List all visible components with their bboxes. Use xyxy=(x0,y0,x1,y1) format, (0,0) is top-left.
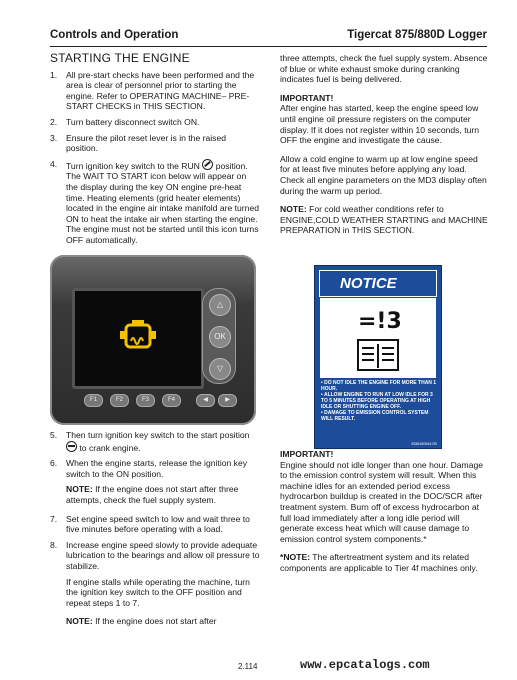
important-text-1: After engine has started, keep the engine speed low until engine oil pressure registers on the computer display. If it does not register within 10 seconds, turn OFF the engine and investigate the cause. xyxy=(280,103,480,146)
step-4: 4. Turn ignition key switch to the RUN position. The WAIT TO START icon below will appear on the display during the key ON engine pre-heat time. Heating elements (grid heater elements) located in the engine air intake manifold are turned ON to heat the intake air when starting the engine. The engine must not be started until this icon turns OFF automatically. xyxy=(50,158,260,245)
notice-code: 83381B0943-R0 xyxy=(411,442,437,446)
note-cold-weather: NOTE: For cold weather conditions refer to ENGINE,COLD WEATHER STARTING and MACHINE PREPARATION in THIS SECTION. xyxy=(280,204,488,236)
important-heading-2: IMPORTANT! xyxy=(280,449,334,459)
fuel-supply-paragraph: three attempts, check the fuel supply system. Absence of blue or white exhaust smoke during cranking indicates fuel is being delivered. xyxy=(280,53,488,85)
page-header xyxy=(50,29,487,47)
left-arrow-button[interactable]: ◀ xyxy=(196,394,215,407)
header-rule xyxy=(50,46,487,47)
step-5: 5. Then turn ignition key switch to the start position to crank engine. xyxy=(50,430,250,453)
header-model: Tigercat 875/880D Logger xyxy=(347,29,487,41)
idle-warning-icon xyxy=(320,298,436,378)
up-button[interactable]: △ xyxy=(209,294,231,316)
notice-pictogram xyxy=(320,298,436,378)
left-column-lower xyxy=(50,430,260,635)
md3-display-unit xyxy=(50,255,256,425)
header-section: Controls and Operation xyxy=(50,29,179,41)
svg-text:=!3: =!3 xyxy=(358,309,402,334)
f2-button[interactable]: F2 xyxy=(110,394,129,407)
right-arrow-button[interactable]: ▶ xyxy=(218,394,237,407)
down-button[interactable]: ▽ xyxy=(209,358,231,380)
ok-button[interactable]: OK xyxy=(209,326,231,348)
step-8: 8. Increase engine speed slowly to provide adequate lubrication to the bearings and allow oil pressure to stabilize. xyxy=(50,539,260,571)
f4-button[interactable]: F4 xyxy=(162,394,181,407)
step-7: 7. Set engine speed switch to low and wait three to five minutes before operating with a load. xyxy=(50,513,250,535)
page-number: 2.114 xyxy=(238,662,258,671)
right-column-lower xyxy=(280,449,490,582)
note-bottom: NOTE: If the engine does not start after xyxy=(66,616,217,627)
important-text-2: Engine should not idle longer than one hour. Damage to the emission control system will result. When this machine idles for an extended period excess hydrocarbon buildup is created in the DOC/SCR after treatment system. Burn off of excess hydrocarbon at full load immediately after a long idle period will generate excess heat which will cause damage to emission control system components.* xyxy=(280,459,484,544)
stall-paragraph: If engine stalls while operating the machine, turn the ignition key switch to the OFF position and repeat steps 1 to 7. xyxy=(66,576,250,608)
f3-button[interactable]: F3 xyxy=(136,394,155,407)
run-position-icon xyxy=(202,159,213,170)
note-step-6: NOTE: If the engine does not start after three attempts, check the fuel supply system. xyxy=(66,484,239,505)
notice-decal xyxy=(314,265,442,449)
wait-to-start-icon xyxy=(75,291,201,386)
f1-button[interactable]: F1 xyxy=(84,394,103,407)
section-title: STARTING THE ENGINE xyxy=(50,51,190,65)
notice-title: NOTICE xyxy=(319,270,437,297)
start-position-icon xyxy=(66,441,77,452)
step-2: 2. Turn battery disconnect switch ON. xyxy=(50,116,200,127)
notice-text: • DO NOT IDLE THE ENGINE FOR MORE THAN 1 HOUR. • ALLOW ENGINE TO RUN AT LOW IDLE FOR 3 TO 5 MINUTES BEFORE OPERATING AT HIGH IDLE OR SHUTTING ENGINE OFF. • DAMAGE TO EMISSION CONTROL SYSTEM WILL RESULT. xyxy=(321,380,437,422)
step-1: 1. All pre-start checks have been performed and the area is clear of personnel prior to starting the engine. Refer to OPERATING MACHINE– PRE-START CHECKS in THIS SECTION. xyxy=(50,69,255,112)
important-heading-1: IMPORTANT! xyxy=(280,92,334,103)
right-column xyxy=(280,53,490,244)
display-screen xyxy=(72,288,204,389)
step-6: 6. When the engine starts, release the ignition key switch to the ON position. xyxy=(50,458,248,479)
footnote: *NOTE: The aftertreatment system and its related components are applicable to Tier 4f machines only. xyxy=(280,552,478,573)
side-button-panel xyxy=(202,288,236,384)
cold-engine-paragraph: Allow a cold engine to warm up at low engine speed for at least five minutes before applying any load. Check all engine parameters on the MD3 display often during the warm up period. xyxy=(280,153,487,196)
step-3: 3. Ensure the pilot reset lever is in the raised position. xyxy=(50,132,227,154)
left-column xyxy=(50,53,260,251)
watermark-site: www.epcatalogs.com xyxy=(300,658,430,672)
